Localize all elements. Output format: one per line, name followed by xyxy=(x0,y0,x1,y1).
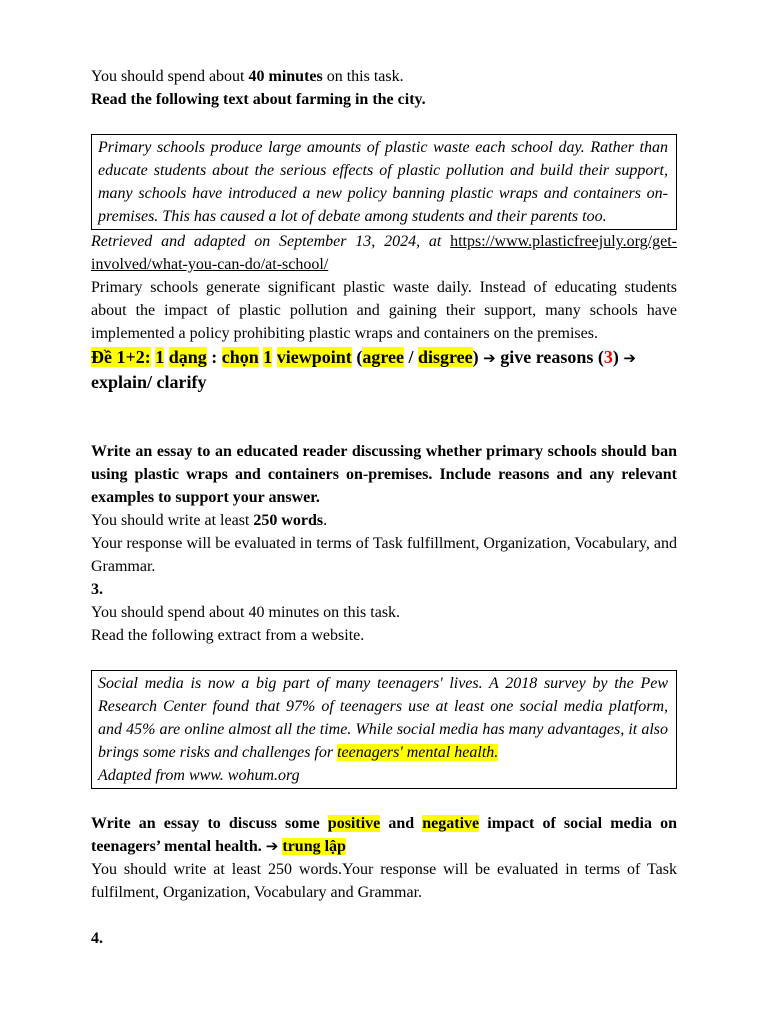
note-give-reasons: give reasons ( xyxy=(495,347,604,367)
reading-instruction: Read the following text about farming in the city. xyxy=(91,91,426,108)
instructions: You should write at least 250 words.Your response will be evaluated in terms of Task fulfilment, Organization, Vocabulary and Grammar. xyxy=(91,861,677,901)
time-instruction-end: on this task. xyxy=(322,68,404,85)
prompt-text-mid: impact of social media on teenagers’ mental health. xyxy=(91,815,677,855)
note-chon: chọn xyxy=(221,347,259,367)
arrow-right-icon: ➔ xyxy=(265,837,279,855)
essay-prompt: Write an essay to an educated reader discussing whether primary schools should ban using plastic wraps and containers on-premises. Include reasons and any relevant examples to support your answer. xyxy=(91,443,677,506)
paraphrase-paragraph: Primary schools generate significant plastic waste daily. Instead of educating students about the impact of plastic pollution and gaining their support, many schools have implemented a policy prohibiting plastic wraps and containers on the premises. xyxy=(91,279,677,342)
note-three: 3 xyxy=(603,347,613,367)
document-content xyxy=(91,65,677,950)
source-text: Social media is now a big part of many teenagers' lives. A 2018 survey by the Pew Research Center found that 97% of teenagers use at least one social media platform, and 45% are online almost all the time. While social media has many advantages, it also brings some risks and challenges for xyxy=(98,675,668,761)
reading-instruction: Read the following extract from a website. xyxy=(91,627,365,644)
essay-prompt xyxy=(91,812,677,858)
arrow-right-icon: ➔ xyxy=(483,349,496,367)
note-paren-close: ) xyxy=(472,347,484,367)
time-instruction xyxy=(91,65,677,88)
source-link[interactable]: https://www.plasticfreejuly.org/get-involved/what-you-can-do/at-school/ xyxy=(91,233,677,273)
arrow-right-icon: ➔ xyxy=(623,349,636,367)
note-explain: explain/ clarify xyxy=(91,372,207,392)
note-disgree: disgree xyxy=(417,347,473,367)
source-attribution: Adapted from www. wohum.org xyxy=(98,767,300,784)
time-instruction: You should spend about 40 minutes on this task. xyxy=(91,604,401,621)
time-instruction-minutes: 40 minutes xyxy=(248,68,323,85)
word-count-instruction xyxy=(91,509,677,532)
prompt-positive: positive xyxy=(327,815,381,832)
note-colon: : xyxy=(206,347,222,367)
strategy-note xyxy=(91,345,677,394)
task-number: 4. xyxy=(91,930,103,947)
prompt-text: Write an essay to discuss some xyxy=(91,815,328,832)
retrieved-citation-text: Retrieved and adapted on September 13, 2024, at xyxy=(91,233,451,250)
prompt-negative: negative xyxy=(422,815,480,832)
note-agree: agree xyxy=(362,347,404,367)
evaluation-criteria: Your response will be evaluated in terms of Task fulfillment, Organization, Vocabulary, and Grammar. xyxy=(91,535,677,575)
source-highlight: teenagers' mental health. xyxy=(337,744,499,761)
source-text-box xyxy=(91,670,677,789)
note-paren-open: ( xyxy=(351,347,363,367)
note-viewpoint: viewpoint xyxy=(276,347,352,367)
note-de: Đề 1+2: xyxy=(91,347,151,367)
retrieved-citation xyxy=(91,230,677,276)
task-number: 3. xyxy=(91,581,103,598)
note-dang: dạng xyxy=(168,347,207,367)
note-close: ) xyxy=(612,347,624,367)
note-slash: / xyxy=(403,347,418,367)
note-one-a: 1 xyxy=(155,347,165,367)
source-text-box: Primary schools produce large amounts of plastic waste each school day. Rather than educate students about the serious effects of plastic pollution and build their support, many schools have introduced a new policy banning plastic wraps and containers on-premises. This has caused a lot of debate among students and their parents too. xyxy=(91,134,677,230)
word-count-value: 250 words xyxy=(253,512,324,529)
time-instruction-text: You should spend about xyxy=(91,68,249,85)
prompt-trung-lap: trung lập xyxy=(282,838,346,855)
word-count-end: . xyxy=(323,512,328,529)
note-one-b: 1 xyxy=(263,347,273,367)
word-count-text: You should write at least xyxy=(91,512,254,529)
prompt-and: and xyxy=(380,815,423,832)
